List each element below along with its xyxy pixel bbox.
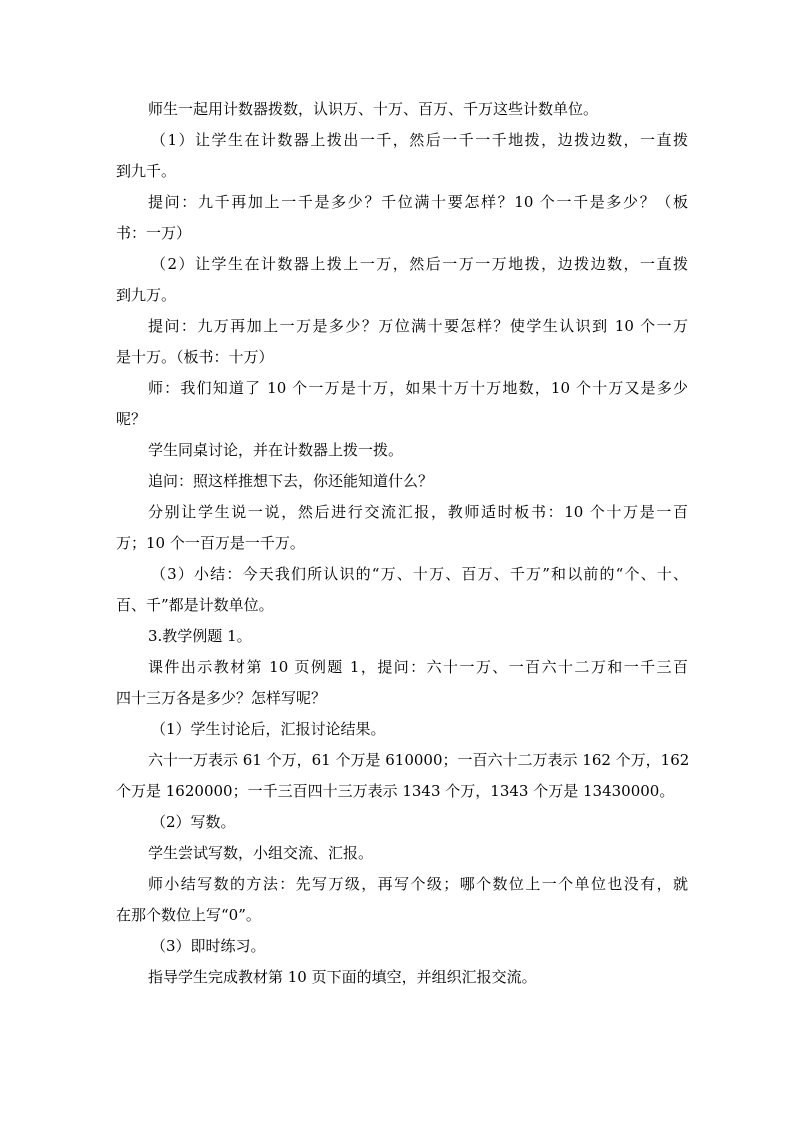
paragraph-line: （3）即时练习。	[151, 937, 266, 955]
paragraph-line: 在那个数位上写“0”。	[116, 906, 261, 924]
paragraph-line: 师生一起用计数器拨数，认识万、十万、百万、千万这些计数单位。	[148, 100, 599, 118]
paragraph-line: 师：我们知道了 10 个一万是十万，如果十万十万地数，10 个十万又是多少	[148, 379, 688, 397]
paragraph-line: 六十一万表示 61 个万，61 个万是 610000；一百六十二万表示 162 个万，162	[148, 751, 690, 769]
paragraph-line: （1）学生讨论后，汇报讨论结果。	[151, 720, 386, 738]
paragraph-line: 百、千”都是计数单位。	[116, 596, 274, 614]
paragraph-line: 书：一万）	[116, 224, 192, 242]
paragraph-line: 追问：照这样推想下去，你还能知道什么？	[148, 472, 434, 490]
paragraph-line: 学生同桌讨论，并在计数器上拨一拨。	[148, 441, 404, 459]
paragraph-line: 提问：九万再加上一万是多少？万位满十要怎样？使学生认识到 10 个一万	[148, 317, 688, 335]
paragraph-line: （3）小结：今天我们所认识的“万、十万、百万、千万”和以前的“个、十、	[151, 565, 688, 583]
paragraph-line: 指导学生完成教材第 10 页下面的填空，并组织汇报交流。	[148, 968, 537, 986]
paragraph-line: 课件出示教材第 10 页例题 1，提问：六十一万、一百六十二万和一千三百	[148, 658, 688, 676]
document-page	[116, 98, 688, 997]
paragraph-line: 学生尝试写数，小组交流、汇报。	[148, 844, 374, 862]
paragraph-line: 个万是 1620000；一千三百四十三万表示 1343 个万，1343 个万是 13430000。	[116, 782, 675, 800]
paragraph-line: （2）写数。	[151, 813, 236, 831]
paragraph-line: （1）让学生在计数器上拨出一千，然后一千一千地拨，边拨边数，一直拨	[151, 131, 688, 149]
paragraph-line: 分别让学生说一说，然后进行交流汇报，教师适时板书：10 个十万是一百	[148, 503, 688, 521]
paragraph-line: 是十万。（板书：十万）	[116, 348, 274, 366]
section-heading: 3.教学例题 1。	[148, 627, 252, 645]
paragraph-line: 提问：九千再加上一千是多少？千位满十要怎样？10 个一千是多少？（板	[148, 193, 688, 211]
paragraph-line: 四十三万各是多少？怎样写呢？	[116, 689, 327, 707]
paragraph-line: 呢？	[116, 410, 147, 428]
paragraph-line: 到九万。	[116, 286, 177, 304]
paragraph-line: 师小结写数的方法：先写万级，再写个级；哪个数位上一个单位也没有，就	[148, 875, 688, 893]
paragraph-line: 万；10 个一百万是一千万。	[116, 534, 305, 552]
paragraph-line: （2）让学生在计数器上拨上一万，然后一万一万地拨，边拨边数，一直拨	[151, 255, 688, 273]
paragraph-line: 到九千。	[116, 162, 177, 180]
